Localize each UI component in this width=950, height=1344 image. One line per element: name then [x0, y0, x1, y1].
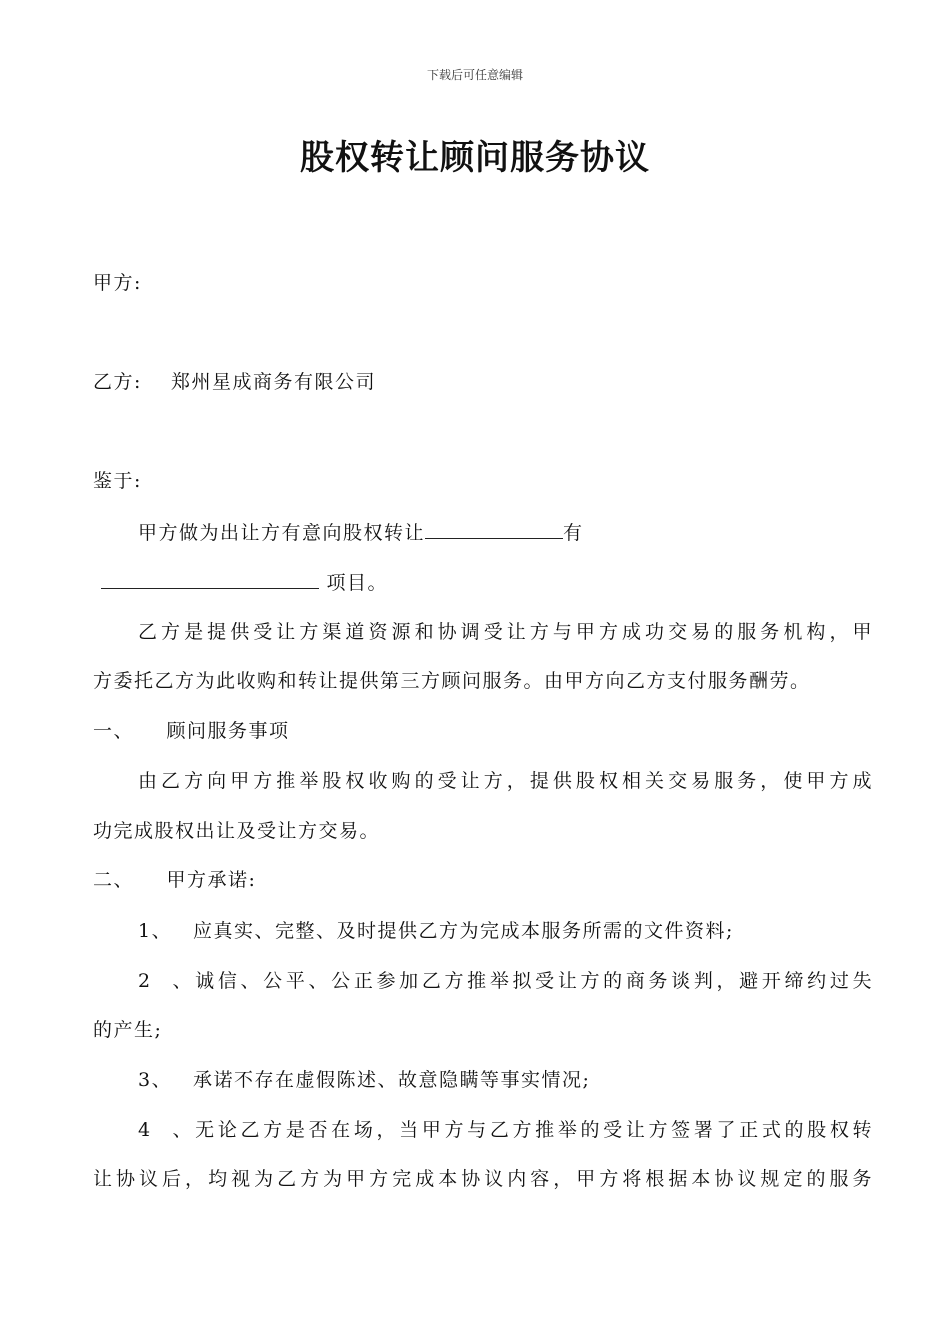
para1-line2: [101, 568, 881, 596]
document-title: 股权转让顾问服务协议: [300, 138, 650, 178]
list-item-text: 承诺不存在虚假陈述、故意隐瞒等事实情况;: [193, 1069, 591, 1091]
list-item-2: [138, 968, 873, 994]
list-item-2-cont: 的产生;: [93, 1019, 163, 1041]
section2-heading: 甲方承诺:: [166, 869, 257, 891]
list-item-4: [138, 1117, 873, 1143]
list-item-text: 诚信、公平、公正参加乙方推举拟受让方的商务谈判，避开缔约过失: [193, 970, 873, 992]
whereas-label: 鉴于:: [93, 470, 142, 492]
header-note: 下载后可任意编辑: [426, 68, 523, 82]
party-b-label: 乙方:: [93, 371, 142, 393]
list-item-number: 2、: [138, 970, 193, 992]
section1-line1: 由乙方向甲方推举股权收购的受让方，提供股权相关交易服务，使甲方成: [138, 770, 873, 792]
section1-line2: 功完成股权出让及受让方交易。: [93, 820, 381, 842]
party-a-label: 甲方:: [93, 272, 142, 294]
section1-heading: 顾问服务事项: [166, 720, 290, 742]
blank-field-project: [101, 568, 319, 589]
list-item-number: 1、: [138, 920, 173, 942]
list-item-4-cont: 让协议后，均视为乙方为甲方完成本协议内容，甲方将根据本协议规定的服务: [93, 1168, 873, 1190]
list-item-1: [138, 918, 873, 944]
section2-heading-line: [93, 867, 873, 893]
list-item-3: [138, 1067, 873, 1093]
list-item-number: 4、: [138, 1119, 193, 1141]
para2-line2: 方委托乙方为此收购和转让提供第三方顾问服务。由甲方向乙方支付服务酬劳。: [93, 670, 811, 692]
para2-line1: 乙方是提供受让方渠道资源和协调受让方与甲方成功交易的服务机构，甲: [138, 621, 873, 643]
party-b-line: [93, 369, 873, 395]
party-b-name: 郑州星成商务有限公司: [171, 371, 377, 393]
party-a-line: [93, 270, 873, 296]
whereas-line: [93, 468, 873, 494]
para1-text-a: 甲方做为出让方有意向股权转让: [138, 522, 426, 544]
para1-text-b: 有: [563, 522, 584, 544]
section2-number: 二、: [93, 869, 135, 891]
blank-field-company: [425, 518, 563, 539]
list-item-text: 无论乙方是否在场，当甲方与乙方推举的受让方签署了正式的股权转: [193, 1119, 873, 1141]
para1-line1: [138, 518, 873, 546]
section1-number: 一、: [93, 720, 135, 742]
section1-heading-line: [93, 718, 873, 744]
para1-text-c: 项目。: [326, 572, 389, 594]
list-item-text: 应真实、完整、及时提供乙方为完成本服务所需的文件资料;: [193, 920, 734, 942]
list-item-number: 3、: [138, 1069, 173, 1091]
